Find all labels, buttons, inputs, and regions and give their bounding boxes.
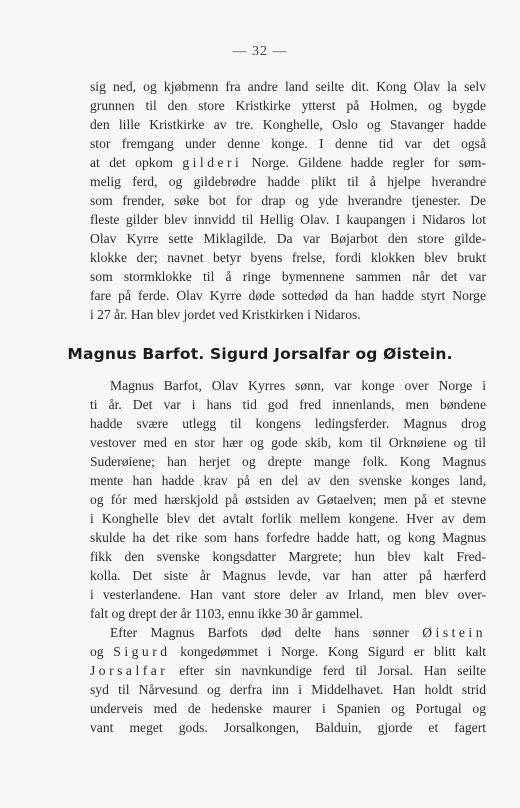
text-line: i vesterlandene. Han vant store deler av Irland, men blev over- — [90, 587, 486, 602]
paragraph-1 — [90, 77, 486, 324]
spaced-word: Jorsalfar — [90, 663, 169, 678]
text-line: Olav Kyrre sette Miklagilde. Da var Bøjarbot den store gilde- — [90, 231, 486, 246]
text-line: falt og drept der år 1103, ennu ikke 30 år gammel. — [90, 606, 363, 621]
text-line: vant meget gods. Jorsalkongen, Balduin, gjorde et fagert — [90, 720, 486, 735]
text-line: fikk den svenske kongsdatter Margrete; hun blev kalt Fred- — [90, 549, 486, 564]
text-line: fleste gilder blev innvidd til Hellig Olav. I kaupangen i Nidaros lot — [90, 212, 486, 227]
text-line: ti år. Det var i hans tid god fred innenlands, men bøndene — [90, 397, 486, 412]
paragraph-2 — [90, 376, 486, 737]
spaced-word: Sigurd — [113, 644, 171, 659]
spaced-word: gilderi — [182, 155, 243, 170]
text-line: som stormklokke til å ringe bymennene sammen når det var — [90, 269, 486, 284]
text-line: i Konghelle blev det avtalt forlik mellem kongene. Hver av dem — [90, 511, 486, 526]
text-line: den lille Kristkirke av tre. Konghelle, Oslo og Stavanger hadde — [90, 117, 486, 132]
text-line: at det opkom gilderi Norge. Gildene hadde regler for søm- — [90, 155, 486, 170]
section-heading: Magnus Barfot. Sigurd Jorsalfar og Øistein. — [67, 345, 453, 363]
page-number: — 32 — — [232, 44, 288, 59]
text-line: mente han hadde krav på en del av den svenske konges land, — [90, 473, 486, 488]
text-line: Suderøiene; han herjet og drepte mange folk. Kong Magnus — [90, 454, 486, 469]
spaced-word: Øistein — [422, 625, 486, 640]
text-line: sig ned, og kjøbmenn fra andre land seilte dit. Kong Olav la selv — [90, 79, 486, 94]
text-line: og Sigurd kongedømmet i Norge. Kong Sigurd er blitt kalt — [90, 644, 486, 659]
text-line: hadde svære utlegg til kongens ledingsferder. Magnus drog — [90, 416, 486, 431]
text-line: grunnen til den store Kristkirke ytterst på Holmen, og bygde — [90, 98, 486, 113]
text-line: vestover med en stor hær og gode skib, kom til Orknøiene og til — [90, 435, 486, 450]
text-line: fare på ferde. Olav Kyrre døde sottedød da han hadde styrt Norge — [90, 288, 486, 303]
text-line: som frender, søke bot for drap og yde hverandre tjenester. De — [90, 193, 486, 208]
text-line: og fór med hærskjold på østsiden av Gøtaelven; men på et stevne — [90, 492, 486, 507]
text-line: melig ferd, og gildebrødre hadde plikt til å hjelpe hverandre — [90, 174, 486, 189]
text-line: skulde ha det rike som hans forfedre hadde hatt, og kong Magnus — [90, 530, 486, 545]
text-line: Jorsalfar efter sin navnkundige ferd til Jorsal. Han seilte — [90, 663, 486, 678]
text-line: Magnus Barfot, Olav Kyrres sønn, var konge over Norge i — [110, 378, 486, 393]
text-line: stor fremgang under denne konge. I denne tid var det også — [90, 136, 486, 151]
text-line: klokke der; navnet betyr byens frelse, fordi klokken blev brukt — [90, 250, 486, 265]
text-line: underveis med de hedenske maurer i Spanien og Portugal og — [90, 701, 486, 716]
text-line: syd til Nårvesund og derfra inn i Middelhavet. Han holdt strid — [90, 682, 486, 697]
text-line: i 27 år. Han blev jordet ved Kristkirken i Nidaros. — [90, 307, 361, 322]
text-line: Efter Magnus Barfots død delte hans sønner Øistein — [110, 625, 486, 640]
text-line: kolla. Det siste år Magnus levde, var han atter på hærferd — [90, 568, 486, 583]
